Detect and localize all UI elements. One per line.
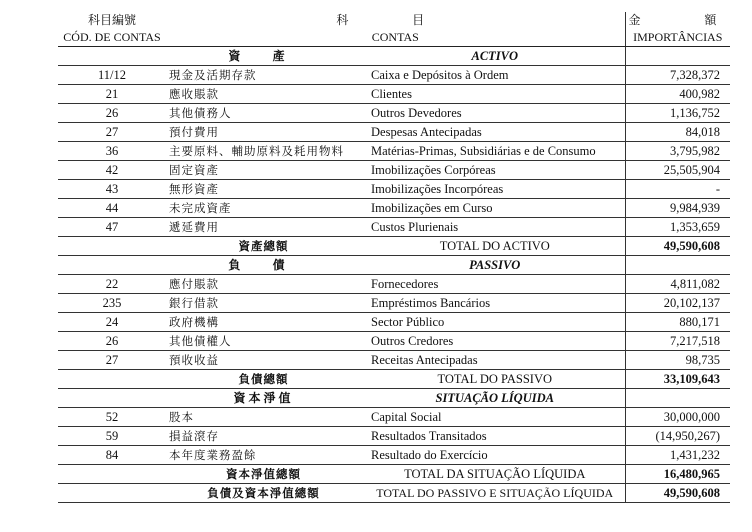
account-name-pt: Custos Plurienais <box>365 218 625 237</box>
account-name-cn: 現金及活期存款 <box>166 66 361 85</box>
account-name-cn: 其他債務人 <box>166 104 361 123</box>
account-amount: 7,328,372 <box>625 66 730 85</box>
equity-total-amount: 16,480,965 <box>625 465 730 484</box>
grand-total-cn: 負債及資本淨值總額 <box>166 484 361 503</box>
table-row <box>58 142 730 161</box>
assets-title-pt: ACTIVO <box>365 47 625 66</box>
account-code: 52 <box>58 408 166 427</box>
account-amount: 1,431,232 <box>625 446 730 465</box>
account-code: 11/12 <box>58 66 166 85</box>
table-row <box>58 161 730 180</box>
table-row <box>58 446 730 465</box>
header-row-cn <box>58 12 730 29</box>
equity-section-header <box>58 389 730 408</box>
account-amount: 84,018 <box>625 123 730 142</box>
amount-header-cn: 金 額 <box>625 12 730 29</box>
table-row <box>58 351 730 370</box>
account-amount: 30,000,000 <box>625 408 730 427</box>
account-code: 42 <box>58 161 166 180</box>
account-name-pt: Empréstimos Bancários <box>365 294 625 313</box>
equity-title-cn: 資本淨值 <box>166 389 361 408</box>
account-name-cn: 本年度業務盈餘 <box>166 446 361 465</box>
account-amount: - <box>625 180 730 199</box>
liabilities-title-pt: PASSIVO <box>365 256 625 275</box>
table-row <box>58 104 730 123</box>
account-code: 47 <box>58 218 166 237</box>
account-amount: 1,136,752 <box>625 104 730 123</box>
account-name-cn: 政府機構 <box>166 313 361 332</box>
assets-total-pt: TOTAL DO ACTIVO <box>365 237 625 256</box>
account-name-pt: Sector Público <box>365 313 625 332</box>
account-amount: (14,950,267) <box>625 427 730 446</box>
account-name-pt: Clientes <box>365 85 625 104</box>
account-amount: 880,171 <box>625 313 730 332</box>
account-name-pt: Caixa e Depósitos à Ordem <box>365 66 625 85</box>
assets-total-row <box>58 237 730 256</box>
table-row <box>58 199 730 218</box>
grand-total-row <box>58 484 730 503</box>
account-name-cn: 無形資產 <box>166 180 361 199</box>
assets-section-header <box>58 47 730 66</box>
account-amount: 1,353,659 <box>625 218 730 237</box>
code-header-cn: 科目編號 <box>87 13 136 27</box>
account-header-pt: CONTAS <box>166 29 625 47</box>
account-code: 21 <box>58 85 166 104</box>
liabilities-total-pt: TOTAL DO PASSIVO <box>365 370 625 389</box>
account-name-cn: 未完成資產 <box>166 199 361 218</box>
table-row <box>58 294 730 313</box>
account-code: 59 <box>58 427 166 446</box>
account-name-pt: Imobilizações em Curso <box>365 199 625 218</box>
account-name-pt: Capital Social <box>365 408 625 427</box>
account-amount: 4,811,082 <box>625 275 730 294</box>
account-code: 43 <box>58 180 166 199</box>
account-amount: 20,102,137 <box>625 294 730 313</box>
table-row <box>58 123 730 142</box>
equity-title-pt: SITUAÇÃO LÍQUIDA <box>365 389 625 408</box>
account-name-cn: 損益滾存 <box>166 427 361 446</box>
liabilities-total-cn: 負債總額 <box>166 370 361 389</box>
table-row <box>58 275 730 294</box>
balance-sheet <box>58 12 747 503</box>
account-code: 26 <box>58 332 166 351</box>
account-amount: 7,217,518 <box>625 332 730 351</box>
header-row-pt <box>58 29 730 47</box>
liabilities-total-amount: 33,109,643 <box>625 370 730 389</box>
account-amount: 25,505,904 <box>625 161 730 180</box>
table-row <box>58 332 730 351</box>
account-name-cn: 應付賬款 <box>166 275 361 294</box>
account-code: 27 <box>58 351 166 370</box>
account-amount: 400,982 <box>625 85 730 104</box>
account-name-pt: Outros Credores <box>365 332 625 351</box>
liabilities-rows <box>58 275 730 370</box>
account-name-pt: Imobilizações Incorpóreas <box>365 180 625 199</box>
account-name-pt: Resultado do Exercício <box>365 446 625 465</box>
liabilities-total-row <box>58 370 730 389</box>
grand-total-amount: 49,590,608 <box>625 484 730 503</box>
account-code: 22 <box>58 275 166 294</box>
account-name-cn: 股本 <box>166 408 361 427</box>
table-row <box>58 85 730 104</box>
account-amount: 98,735 <box>625 351 730 370</box>
account-code: 36 <box>58 142 166 161</box>
assets-rows <box>58 66 730 237</box>
account-name-cn: 預付費用 <box>166 123 361 142</box>
code-header-pt: CÓD. DE CONTAS <box>58 29 166 47</box>
assets-total-amount: 49,590,608 <box>625 237 730 256</box>
table-row <box>58 180 730 199</box>
table-row <box>58 218 730 237</box>
table-row <box>58 427 730 446</box>
account-name-pt: Receitas Antecipadas <box>365 351 625 370</box>
account-name-cn: 其他債權人 <box>166 332 361 351</box>
equity-rows <box>58 408 730 465</box>
amount-header-pt: IMPORTÂNCIAS <box>625 29 730 47</box>
account-code: 27 <box>58 123 166 142</box>
account-name-cn: 銀行借款 <box>166 294 361 313</box>
assets-title-cn: 資 產 <box>166 47 361 66</box>
account-amount: 9,984,939 <box>625 199 730 218</box>
assets-total-cn: 資產總額 <box>166 237 361 256</box>
equity-total-cn: 資本淨值總額 <box>166 465 361 484</box>
account-name-cn: 應收賬款 <box>166 85 361 104</box>
liabilities-title-cn: 負 債 <box>166 256 361 275</box>
account-code: 24 <box>58 313 166 332</box>
account-name-pt: Resultados Transitados <box>365 427 625 446</box>
account-amount: 3,795,982 <box>625 142 730 161</box>
account-name-cn: 遞延費用 <box>166 218 361 237</box>
account-name-pt: Matérias-Primas, Subsidiárias e de Consumo <box>365 142 625 161</box>
account-name-cn: 固定資產 <box>166 161 361 180</box>
table-row <box>58 408 730 427</box>
account-code: 235 <box>58 294 166 313</box>
account-code: 84 <box>58 446 166 465</box>
account-code: 26 <box>58 104 166 123</box>
account-name-pt: Despesas Antecipadas <box>365 123 625 142</box>
liabilities-section-header <box>58 256 730 275</box>
balance-sheet-table <box>58 12 747 503</box>
account-name-pt: Imobilizações Corpóreas <box>365 161 625 180</box>
account-name-cn: 預收收益 <box>166 351 361 370</box>
table-row <box>58 313 730 332</box>
equity-total-pt: TOTAL DA SITUAÇÃO LÍQUIDA <box>365 465 625 484</box>
grand-total-pt: TOTAL DO PASSIVO E SITUAÇÃO LÍQUIDA <box>365 484 625 503</box>
equity-total-row <box>58 465 730 484</box>
account-name-cn: 主要原料、輔助原料及耗用物料 <box>166 142 361 161</box>
account-code: 44 <box>58 199 166 218</box>
account-name-pt: Outros Devedores <box>365 104 625 123</box>
table-row <box>58 66 730 85</box>
account-header-cn: 科 目 <box>336 13 455 27</box>
account-name-pt: Fornecedores <box>365 275 625 294</box>
